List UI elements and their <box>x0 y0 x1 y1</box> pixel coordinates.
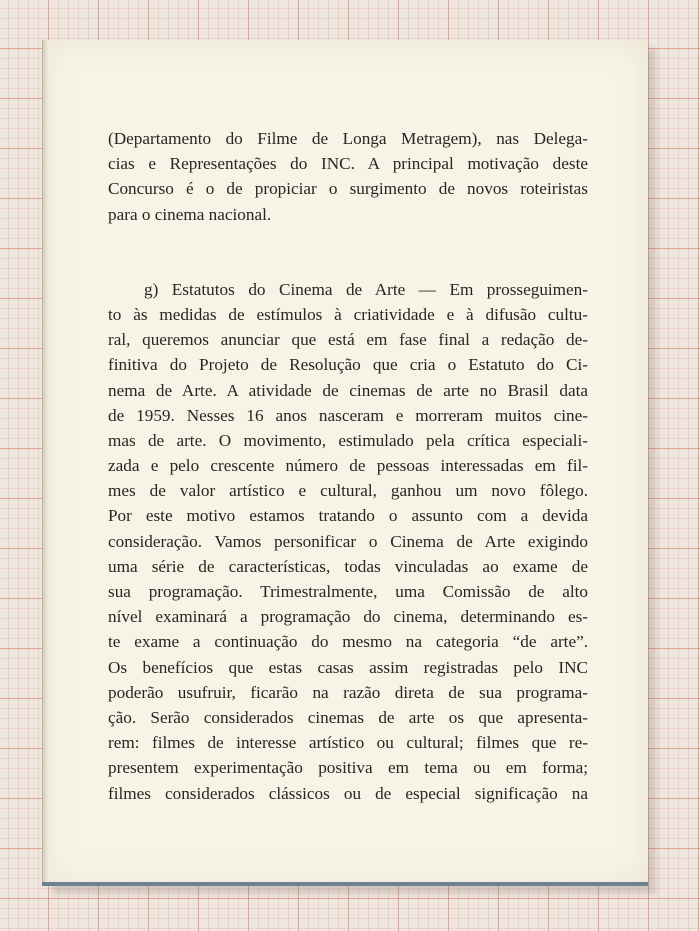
text-line: mas de arte. O movimento, estimulado pela crítica especiali- <box>108 430 588 450</box>
text-line: zada e pelo crescente número de pessoas interessadas em fil- <box>108 456 588 476</box>
page-fold-edge <box>42 40 49 886</box>
text-line: nema de Arte. A atividade de cinemas de arte no Brasil data <box>108 380 588 400</box>
text-line: consideração. Vamos personificar o Cinema de Arte exigindo <box>108 531 588 551</box>
text-line: de 1959. Nesses 16 anos nasceram e morreram muitos cine- <box>108 405 588 425</box>
document-body <box>108 126 588 806</box>
text-line: uma série de características, todas vinculadas ao exame de <box>108 556 588 576</box>
text-line: (Departamento do Filme de Longa Metragem), nas Delega- <box>108 129 588 148</box>
text-line: Concurso é o de propiciar o surgimento de novos roteiristas <box>108 179 588 199</box>
text-line: sua programação. Trimestralmente, uma Comissão de alto <box>108 582 588 601</box>
text-line: Os benefícios que estas casas assim registradas pelo INC <box>108 657 588 677</box>
text-line: filmes considerados clássicos ou de especial significação na <box>108 783 588 803</box>
paragraph-gap <box>108 227 588 277</box>
text-line: nível examinará a programação do cinema, determinando es- <box>108 607 588 627</box>
text-line: g) Estatutos do Cinema de Arte — Em prosseguimen- <box>144 279 588 299</box>
paragraph-estatutos <box>108 277 588 806</box>
text-line: poderão usufruir, ficarão na razão direta de sua programa- <box>108 682 588 702</box>
text-line: rem: filmes de interesse artístico ou cultural; filmes que re- <box>108 733 588 753</box>
text-line: te exame a continuação do mesmo na categoria “de arte”. <box>108 632 588 652</box>
text-line: to às medidas de estímulos à criatividade e à difusão cultu- <box>108 304 588 324</box>
text-line: finitiva do Projeto de Resolução que cria o Estatuto do Ci- <box>108 355 588 375</box>
page-bottom-edge <box>42 882 648 886</box>
text-line: mes de valor artístico e cultural, ganhou um novo fôlego. <box>108 481 588 501</box>
text-line: ral, queremos anunciar que está em fase final a redação de- <box>108 330 588 350</box>
text-line: para o cinema nacional. <box>108 204 272 224</box>
text-line: presentem experimentação positiva em tema ou em forma; <box>108 758 588 778</box>
text-line: ção. Serão considerados cinemas de arte os que apresenta- <box>108 707 588 727</box>
text-line: cias e Representações do INC. A principal motivação deste <box>108 154 588 174</box>
paragraph-continuation <box>108 126 588 227</box>
text-line: Por este motivo estamos tratando o assunto com a devida <box>108 506 588 526</box>
